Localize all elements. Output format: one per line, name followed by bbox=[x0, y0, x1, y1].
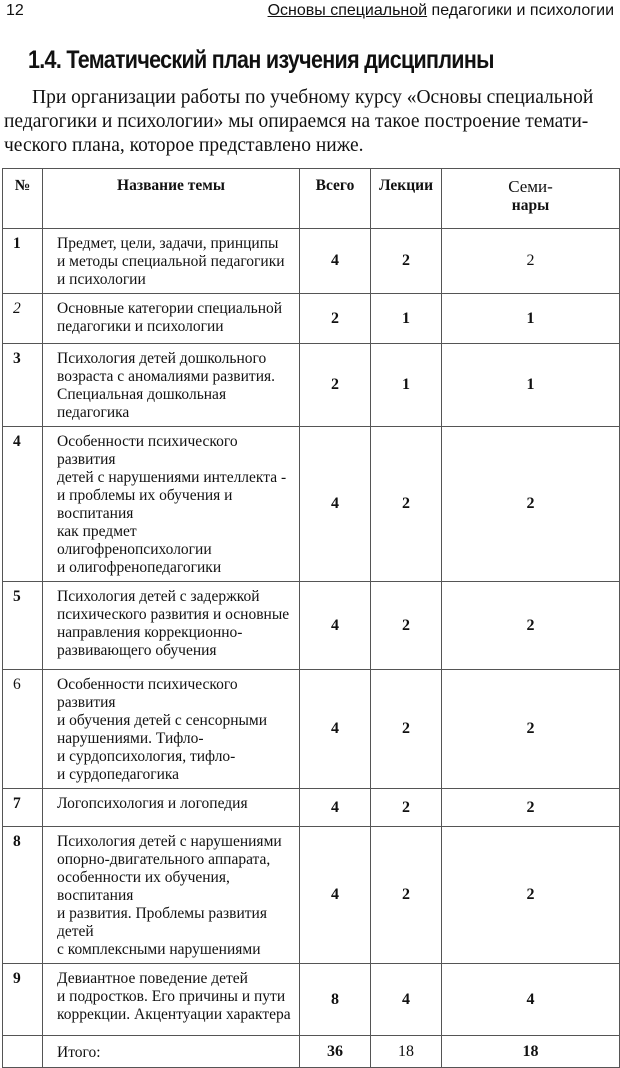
row-topic bbox=[43, 582, 300, 670]
table-row bbox=[3, 229, 620, 294]
table-row bbox=[3, 670, 620, 789]
header-seminars-1: Семи- bbox=[508, 177, 553, 196]
row-seminars: 2 bbox=[442, 827, 620, 964]
row-total: 4 bbox=[300, 582, 371, 670]
topic-line: коррекции. Акцентуации характера bbox=[57, 1006, 291, 1023]
topic-line: развивающего обучения bbox=[57, 642, 217, 659]
table-row bbox=[3, 964, 620, 1036]
topic-line: Психология детей с нарушениями bbox=[57, 833, 282, 850]
row-topic bbox=[43, 789, 300, 827]
table-row bbox=[3, 582, 620, 670]
row-lectures: 2 bbox=[371, 789, 442, 827]
table-row bbox=[3, 427, 620, 582]
topic-line: направления коррекционно- bbox=[57, 624, 243, 641]
row-topic bbox=[43, 964, 300, 1036]
topic-line: Особенности психического развития bbox=[57, 676, 238, 711]
total-row bbox=[3, 1036, 620, 1068]
row-number: 5 bbox=[3, 582, 43, 670]
topic-line: и сурдопедагогика bbox=[57, 766, 180, 783]
row-lectures: 2 bbox=[371, 427, 442, 582]
row-lectures: 2 bbox=[371, 827, 442, 964]
row-total: 4 bbox=[300, 789, 371, 827]
topic-line: опорно-двигательного аппарата, bbox=[57, 851, 271, 868]
row-seminars: 2 bbox=[442, 582, 620, 670]
topic-line: Специальная дошкольная педагогика bbox=[57, 386, 227, 421]
total-lectures: 18 bbox=[371, 1036, 442, 1068]
header-seminars bbox=[442, 169, 620, 229]
row-number: 4 bbox=[3, 427, 43, 582]
row-seminars: 4 bbox=[442, 964, 620, 1036]
row-total: 4 bbox=[300, 827, 371, 964]
topic-line: педагогики и психологии bbox=[57, 318, 224, 335]
topic-line: как предмет олигофренопсихологии bbox=[57, 523, 212, 558]
topic-line: и развития. Проблемы развития детей bbox=[57, 905, 267, 940]
header-total: Всего bbox=[300, 169, 371, 229]
topic-line: и олигофренопедагогики bbox=[57, 559, 222, 576]
row-lectures: 4 bbox=[371, 964, 442, 1036]
topic-line: возраста с аномалиями развития. bbox=[57, 368, 275, 385]
row-number: 8 bbox=[3, 827, 43, 964]
topic-line: Девиантное поведение детей bbox=[57, 970, 248, 987]
topic-line: и психологии bbox=[57, 271, 146, 288]
row-seminars: 1 bbox=[442, 344, 620, 427]
table-header-row bbox=[3, 169, 620, 229]
intro-line: ческого плана, которое представлено ниже. bbox=[4, 135, 364, 156]
thematic-plan-table bbox=[2, 168, 620, 1068]
total-seminars: 18 bbox=[442, 1036, 620, 1068]
row-seminars: 1 bbox=[442, 294, 620, 344]
topic-line: особенности их обучения, воспитания bbox=[57, 869, 230, 904]
section-heading: 1.4. Тематический план изучения дисциплины bbox=[28, 46, 494, 74]
total-label: Итого: bbox=[43, 1036, 300, 1068]
topic-line: с комплексными нарушениями bbox=[57, 941, 261, 958]
row-lectures: 2 bbox=[371, 229, 442, 294]
row-topic bbox=[43, 827, 300, 964]
row-total: 4 bbox=[300, 229, 371, 294]
row-seminars: 2 bbox=[442, 670, 620, 789]
topic-line: и обучения детей с сенсорными bbox=[57, 712, 268, 729]
total-total: 36 bbox=[300, 1036, 371, 1068]
topic-line: и подростков. Его причины и пути bbox=[57, 988, 286, 1005]
row-topic bbox=[43, 670, 300, 789]
topic-line: Логопсихология и логопедия bbox=[57, 795, 248, 812]
topic-line: и проблемы их обучения и воспитания bbox=[57, 487, 233, 522]
row-seminars: 2 bbox=[442, 789, 620, 827]
row-total: 8 bbox=[300, 964, 371, 1036]
row-lectures: 1 bbox=[371, 294, 442, 344]
row-seminars: 2 bbox=[442, 229, 620, 294]
header-seminars-2: нары bbox=[511, 197, 550, 214]
running-title bbox=[268, 2, 614, 20]
header-num: № bbox=[3, 169, 43, 229]
topic-line: Основные категории специальной bbox=[57, 300, 283, 317]
row-number: 7 bbox=[3, 789, 43, 827]
topic-line: Предмет, цели, задачи, принципы bbox=[57, 235, 279, 252]
row-topic bbox=[43, 229, 300, 294]
topic-line: нарушениями. Тифло- bbox=[57, 730, 204, 747]
intro-paragraph bbox=[4, 86, 618, 158]
topic-line: и сурдопсихология, тифло- bbox=[57, 748, 236, 765]
total-num-cell bbox=[3, 1036, 43, 1068]
topic-line: детей с нарушениями интеллекта - bbox=[57, 469, 287, 486]
row-lectures: 1 bbox=[371, 344, 442, 427]
row-number: 2 bbox=[3, 294, 43, 344]
row-topic bbox=[43, 427, 300, 582]
row-number: 9 bbox=[3, 964, 43, 1036]
row-total: 4 bbox=[300, 427, 371, 582]
row-lectures: 2 bbox=[371, 582, 442, 670]
intro-line: педагогики и психологии» мы опираемся на такое построение темати- bbox=[4, 111, 589, 132]
header-topic: Название темы bbox=[43, 169, 300, 229]
page-number: 12 bbox=[6, 2, 24, 19]
row-number: 3 bbox=[3, 344, 43, 427]
topic-line: психического развития и основные bbox=[57, 606, 290, 623]
header-lectures: Лекции bbox=[371, 169, 442, 229]
intro-line: При организации работы по учебному курсу «Основы специальной bbox=[32, 87, 594, 108]
row-seminars: 2 bbox=[442, 427, 620, 582]
table-row bbox=[3, 827, 620, 964]
row-lectures: 2 bbox=[371, 670, 442, 789]
table-row bbox=[3, 789, 620, 827]
row-topic bbox=[43, 344, 300, 427]
topic-line: Психология детей дошкольного bbox=[57, 350, 267, 367]
row-total: 4 bbox=[300, 670, 371, 789]
row-number: 6 bbox=[3, 670, 43, 789]
topic-line: Особенности психического развития bbox=[57, 433, 238, 468]
row-total: 2 bbox=[300, 294, 371, 344]
row-number: 1 bbox=[3, 229, 43, 294]
table-row bbox=[3, 294, 620, 344]
row-topic bbox=[43, 294, 300, 344]
topic-line: Психология детей с задержкой bbox=[57, 588, 260, 605]
running-title-rest: педагогики и психологии bbox=[427, 2, 614, 19]
table-row bbox=[3, 344, 620, 427]
running-title-underlined: Основы специальной bbox=[267, 2, 428, 19]
topic-line: и методы специальной педагогики bbox=[57, 253, 285, 270]
row-total: 2 bbox=[300, 344, 371, 427]
